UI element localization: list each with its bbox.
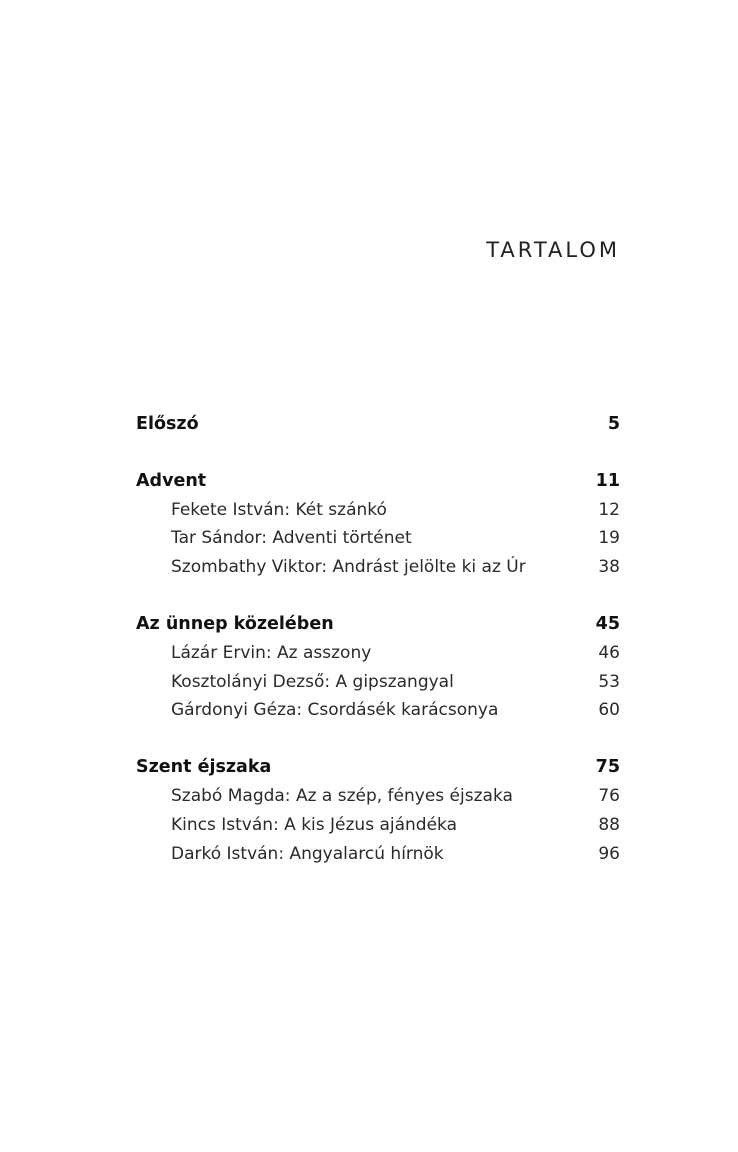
toc-page-number: 60 [598,700,620,721]
toc-entry[interactable] [136,639,620,668]
toc-entry-title: Kosztolányi Dezső: A gipszangyal [171,671,454,692]
toc-section-heading[interactable] [136,410,620,439]
toc-entry[interactable] [136,811,620,840]
toc-page-number: 19 [598,528,620,549]
toc-page-number: 45 [595,613,620,634]
toc-section-heading[interactable] [136,467,620,496]
toc-section-title: Előszó [136,414,199,434]
toc-entry-title: Lázár Ervin: Az asszony [171,642,372,663]
toc-entry-title: Fekete István: Két szánkó [171,499,387,520]
toc-section-title: Az ünnep közelében [136,613,334,634]
toc-entry-title: Darkó István: Angyalarcú hírnök [171,843,444,864]
toc-entry[interactable] [136,496,620,525]
toc-section-near-the-feast [136,610,620,725]
toc-page-number: 96 [598,843,620,864]
toc-entry[interactable] [136,696,620,725]
toc-entry-title: Szabó Magda: Az a szép, fényes éjszaka [171,785,513,806]
toc-page-number: 76 [598,785,620,806]
toc-entry-title: Kincs István: A kis Jézus ajándéka [171,814,458,835]
toc-entry-title: Tar Sándor: Adventi történet [171,528,412,549]
toc-section-title: Advent [136,470,207,491]
toc-page-number: 5 [607,414,620,434]
toc-section-heading[interactable] [136,753,620,782]
toc-page-number: 12 [598,499,620,520]
toc-entry[interactable] [136,840,620,869]
table-of-contents [136,410,620,896]
toc-section-advent [136,467,620,582]
toc-section-holy-night [136,753,620,868]
page-title: TARTALOM [486,238,620,262]
toc-section-title: Szent éjszaka [136,757,272,778]
toc-entry[interactable] [136,782,620,811]
toc-page-number: 75 [595,757,620,778]
toc-entry[interactable] [136,524,620,553]
toc-section-foreword [136,410,620,439]
toc-page-number: 46 [598,642,620,663]
toc-page-number: 53 [598,671,620,692]
toc-page-number: 38 [598,557,620,578]
toc-page-number: 88 [598,814,620,835]
toc-section-heading[interactable] [136,610,620,639]
toc-entry-title: Gárdonyi Géza: Csordásék karácsonya [171,700,499,721]
toc-page-number: 11 [595,470,620,491]
toc-entry[interactable] [136,553,620,582]
toc-entry[interactable] [136,668,620,697]
toc-entry-title: Szombathy Viktor: Andrást jelölte ki az Úr [171,557,526,578]
